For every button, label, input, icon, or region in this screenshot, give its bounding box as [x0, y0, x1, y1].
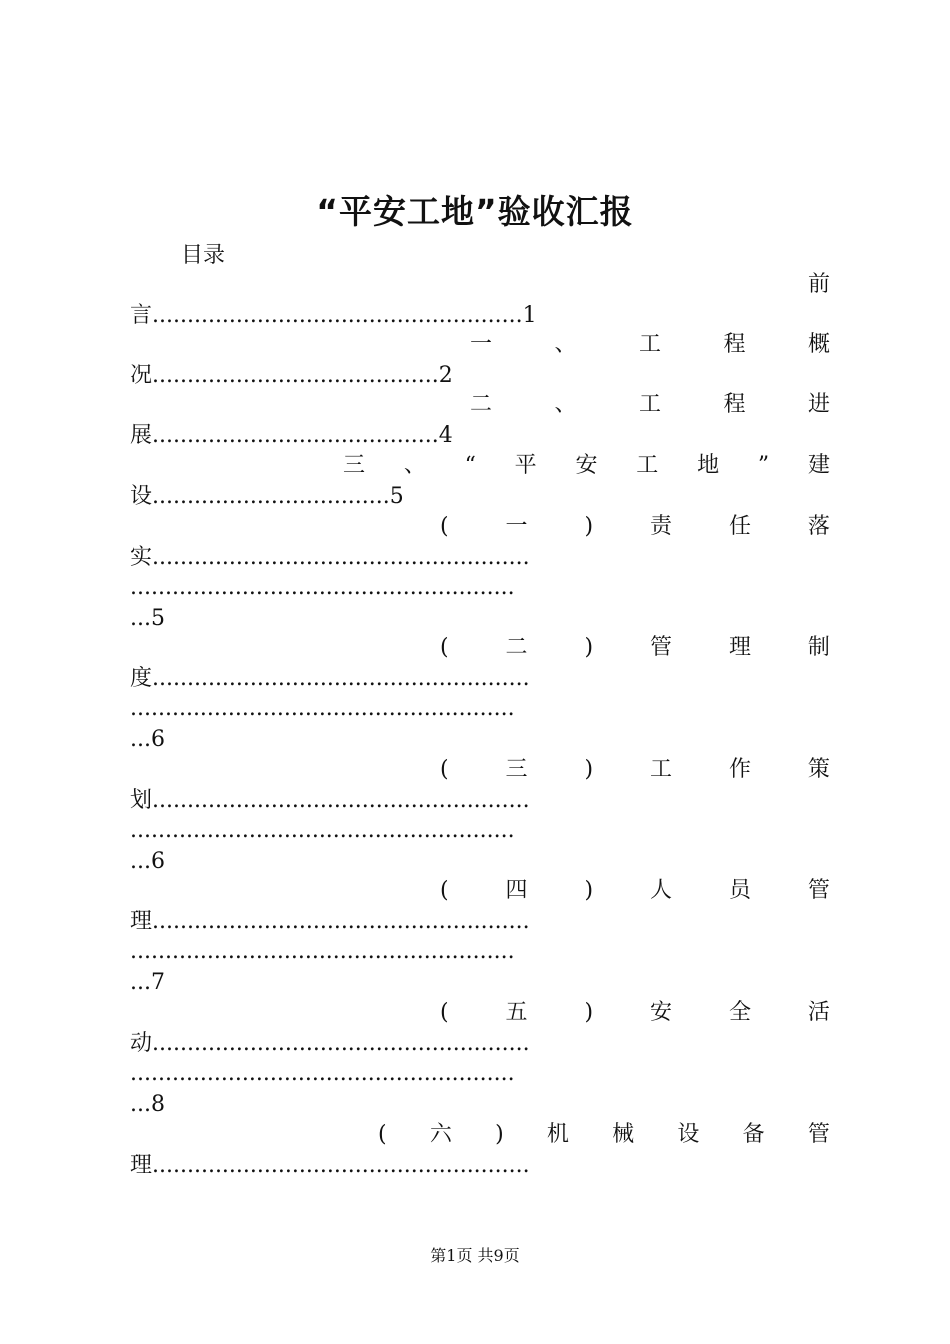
toc-entry-leader: ....................................................... [130, 818, 515, 843]
toc-entry-leader: 设..................................5 [130, 483, 404, 509]
toc-entry-leader: 况.........................................2 [130, 362, 453, 388]
toc-entry-heading[interactable] [440, 998, 830, 1028]
toc-heading-char: 作 [728, 757, 751, 782]
toc-entry-leader: ...6 [130, 726, 165, 752]
toc-heading-char: 策 [807, 757, 830, 782]
toc-heading-char: ) [584, 1000, 594, 1025]
toc-heading-char: 程 [723, 332, 746, 357]
toc-heading-char: 四 [505, 878, 528, 903]
toc-heading-char: 前 [808, 272, 830, 297]
toc-entry-heading[interactable] [440, 512, 830, 542]
toc-heading-char: 二 [470, 392, 493, 417]
toc-heading-char: 一 [505, 514, 528, 539]
toc-heading-char: 三 [343, 453, 366, 478]
toc-entry-leader: 实...................................................... [130, 544, 530, 570]
toc-entry-heading[interactable] [470, 390, 830, 420]
toc-heading-char: ( [440, 757, 449, 782]
toc-heading-char: 人 [650, 878, 673, 903]
toc-entry-leader: ...8 [130, 1091, 165, 1117]
toc-entry-leader: 动...................................................... [130, 1030, 530, 1056]
toc-entry-leader: 划...................................................... [130, 787, 530, 813]
toc-heading-char: 制 [807, 635, 830, 660]
toc-entry-leader: 度...................................................... [130, 665, 530, 691]
document-title: “平安工地”验收汇报 [316, 192, 634, 231]
toc-heading-char: 责 [650, 514, 673, 539]
toc-heading-char: 建 [807, 453, 830, 478]
toc-heading-char: “ [464, 453, 476, 478]
toc-heading-char: 工 [638, 332, 661, 357]
toc-heading-char: 平 [514, 453, 537, 478]
toc-entry-leader: 言.....................................................1 [130, 302, 537, 328]
toc-heading-char: 安 [575, 453, 598, 478]
toc-heading-char: 程 [723, 392, 746, 417]
toc-heading-char: 设 [677, 1122, 700, 1147]
toc-heading-char: 全 [728, 1000, 751, 1025]
toc-heading-char: 二 [505, 635, 528, 660]
toc-heading-char: ) [584, 757, 594, 782]
toc-heading-char: 工 [650, 757, 673, 782]
toc-heading-char: 员 [728, 878, 751, 903]
toc-heading-char: 械 [612, 1122, 635, 1147]
toc-heading-char: 活 [807, 1000, 830, 1025]
page-footer: 第1页 共9页 [430, 1246, 520, 1265]
toc-heading-char: 管 [807, 878, 830, 903]
toc-heading-char: ) [584, 514, 594, 539]
toc-entry-leader: 理...................................................... [130, 1152, 530, 1178]
toc-heading-char: 管 [807, 1122, 830, 1147]
toc-heading-char: 机 [546, 1122, 569, 1147]
toc-entry-heading[interactable] [343, 451, 830, 481]
toc-heading-char: 三 [505, 757, 528, 782]
toc-heading-char: 五 [505, 1000, 528, 1025]
toc-heading-char: 概 [807, 332, 830, 357]
toc-heading-char: 工 [638, 392, 661, 417]
toc-heading-char: 、 [554, 392, 577, 417]
toc-heading-char: 地 [697, 453, 720, 478]
toc-entry-leader: ....................................................... [130, 1061, 515, 1086]
toc-heading-char: 任 [728, 514, 751, 539]
toc-heading-char: 、 [554, 332, 577, 357]
toc-heading-char: 备 [742, 1122, 765, 1147]
toc-heading-char: 安 [650, 1000, 673, 1025]
toc-entry-heading[interactable] [440, 876, 830, 906]
toc-heading-char: 工 [636, 453, 659, 478]
toc-heading-char: ) [495, 1122, 504, 1147]
toc-entry-leader: ...6 [130, 848, 165, 874]
toc-heading-char: 、 [403, 453, 426, 478]
toc-heading-char: ( [440, 878, 449, 903]
toc-heading-char: ( [378, 1122, 387, 1147]
toc-heading-char: ) [584, 878, 594, 903]
toc-entry-leader: ...5 [130, 605, 165, 631]
toc-entry-leader: ....................................................... [130, 575, 515, 600]
toc-entry-heading[interactable] [440, 755, 830, 785]
toc-heading-char: ) [584, 635, 594, 660]
toc-heading-char: 进 [807, 392, 830, 417]
toc-heading-char: ( [440, 1000, 449, 1025]
toc-entry-leader: ....................................................... [130, 696, 515, 721]
toc-entry-heading[interactable] [808, 270, 830, 300]
toc-entry-leader: ...7 [130, 969, 165, 995]
toc-entry-leader: 理...................................................... [130, 908, 530, 934]
toc-entry-heading[interactable] [378, 1120, 830, 1150]
toc-heading-char: 落 [807, 514, 830, 539]
toc-heading-char: 管 [650, 635, 673, 660]
toc-entry-heading[interactable] [440, 633, 830, 663]
toc-heading-char: ( [440, 514, 449, 539]
toc-heading-char: 理 [728, 635, 751, 660]
toc-heading-char: ( [440, 635, 449, 660]
toc-heading-char: 一 [470, 332, 493, 357]
toc-label: 目录 [181, 243, 226, 268]
toc-entry-leader: 展.........................................4 [130, 422, 453, 448]
toc-heading-char: 六 [429, 1122, 452, 1147]
toc-heading-char: ” [757, 453, 770, 478]
toc-entry-heading[interactable] [470, 330, 830, 360]
toc-entry-leader: ....................................................... [130, 939, 515, 964]
